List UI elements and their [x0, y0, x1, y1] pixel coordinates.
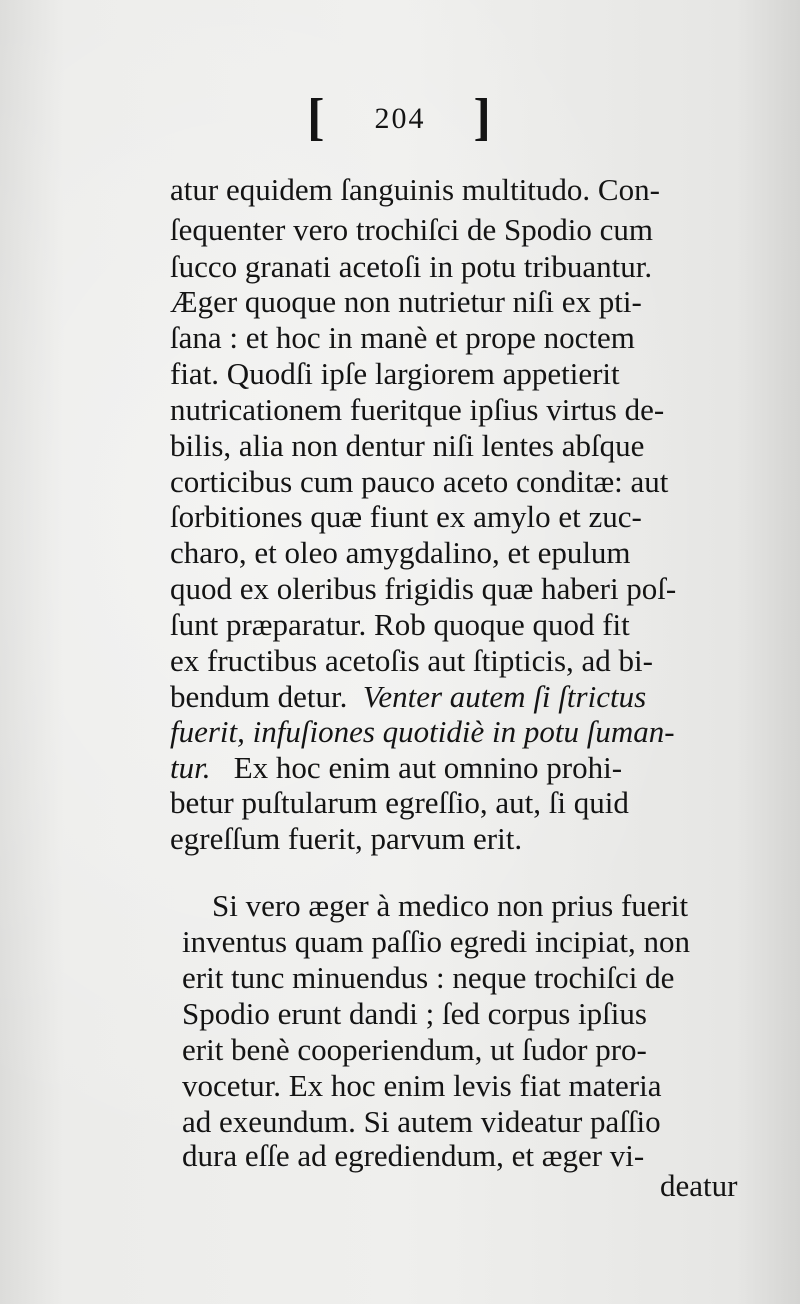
text-line: egreſſum fuerit, parvum erit. — [170, 821, 523, 856]
text-segment: bendum detur. — [170, 679, 348, 714]
text-line: Æger quoque non nutrietur niſi ex pti- — [170, 284, 642, 319]
text-line: dura eſſe ad egrediendum, et æger vi- — [182, 1138, 645, 1173]
text-line: ſunt præparatur. Rob quoque quod fit — [170, 607, 630, 642]
text-line: atur equidem ſanguinis multitudo. Con- — [170, 172, 660, 207]
text-line-italic: fuerit, infuſiones quotidiè in potu ſuman- — [170, 714, 675, 749]
text-line: charo, et oleo amygdalino, et epulum — [170, 535, 631, 570]
text-segment: Ex hoc enim aut omnino prohi- — [233, 750, 623, 785]
italic-segment: tur. — [170, 750, 211, 785]
text-line: ex fructibus acetoſis aut ſtipticis, ad bi- — [170, 643, 653, 678]
text-line: erit benè cooperiendum, ut ſudor pro- — [182, 1032, 647, 1067]
page-number: 204 — [374, 102, 426, 135]
text-line: vocetur. Ex hoc enim levis fiat materia — [182, 1068, 662, 1103]
text-line: bilis, alia non dentur niſi lentes abſque — [170, 428, 645, 463]
text-line: nutricationem fueritque ipſius virtus de- — [170, 392, 665, 427]
text-line: ad exeundum. Si autem videatur paſſio — [182, 1104, 661, 1139]
italic-segment: Venter autem ſi ſtrictus — [362, 679, 647, 714]
text-line: quod ex oleribus frigidis quæ haberi poſ- — [170, 571, 677, 606]
text-line: Si vero æger à medico non prius fuerit — [212, 888, 689, 923]
text-line: erit tunc minuendus : neque trochiſci de — [182, 960, 675, 995]
text-line: ſorbitiones quæ fiunt ex amylo et zuc- — [170, 499, 642, 534]
catchword: deatur — [660, 1168, 738, 1203]
text-line: inventus quam paſſio egredi incipiat, non — [182, 924, 690, 959]
text-line: ſequenter vero trochiſci de Spodio cum — [170, 212, 653, 247]
text-line — [170, 679, 646, 715]
text-line: Spodio erunt dandi ; ſed corpus ipſius — [182, 996, 647, 1031]
text-line: ſucco granati acetoſi in potu tribuantur. — [170, 249, 653, 284]
text-line: fiat. Quodſi ipſe largiorem appetierit — [170, 356, 620, 391]
text-line: ſana : et hoc in manè et prope noctem — [170, 320, 635, 355]
page-header — [0, 88, 800, 147]
bracket-open: [ — [307, 89, 327, 146]
bracket-close: ] — [473, 89, 493, 146]
text-line: betur puſtularum egreſſio, aut, ſi quid — [170, 785, 629, 820]
text-line: corticibus cum pauco aceto conditæ: aut — [170, 464, 669, 499]
text-line — [170, 750, 622, 786]
